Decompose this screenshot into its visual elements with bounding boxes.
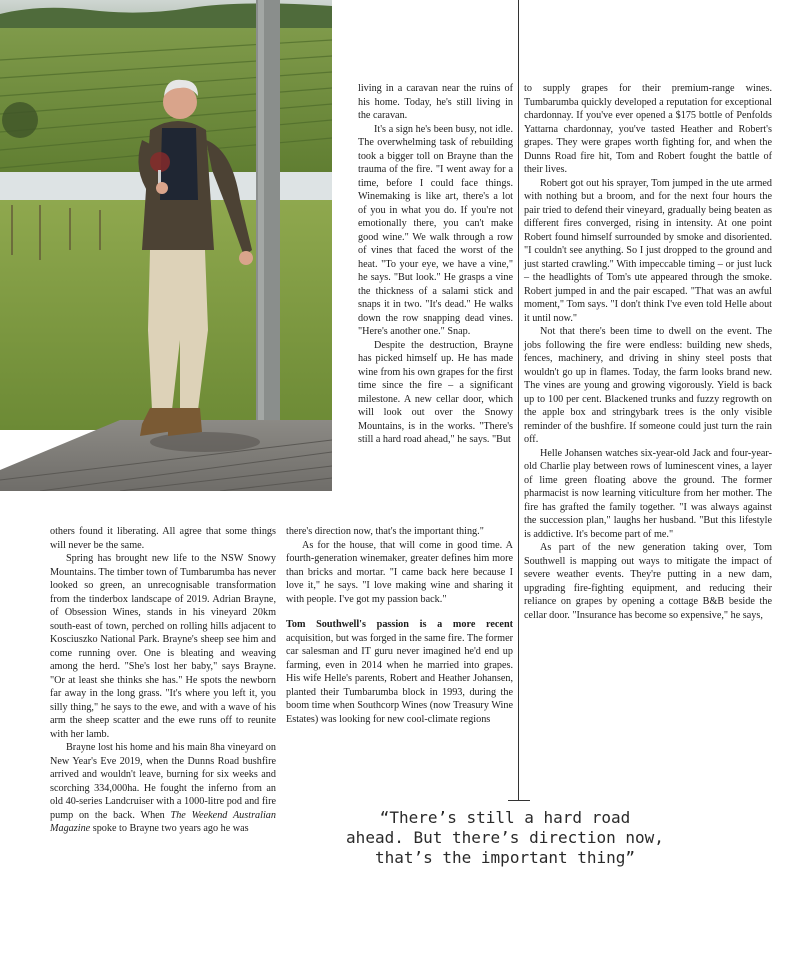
article-column-3: [524, 82, 772, 622]
paragraph: Robert got out his sprayer, Tom jumped in the ute armed with nothing but a broom, and for the next four hours the pair tried to defend their vineyard, gradually being beaten as different fires converged, rising in intensity. At one point Robert found himself surrounded by smoke and disoriented. "I couldn't see anything. So I just dropped to the ground and just started crawling." With impeccable timing – or just luck – the headlights of Tom's ute appeared through the smoke. Robert jumped in and the pair escaped. "That was an awful moment," Tom says. "I don't think I've even told Helle about it until now.": [524, 177, 772, 324]
pullquote-divider: [508, 800, 530, 801]
pull-quote-line: “There’s still a hard road: [379, 808, 631, 827]
article-column-1: [50, 525, 276, 836]
article-column-2-top: [358, 82, 513, 447]
paragraph-text: spoke to Brayne two years ago he was: [90, 823, 249, 834]
paragraph-text: Brayne lost his home and his main 8ha vineyard on New Year's Eve 2019, when the Dunns Road bushfire arrived and wouldn't leave, burning for six weeks and scorching 334,000ha. He fought the inferno from an old 40-series Landcruiser with a 1000-litre pod and fire pump on the back. When: [50, 742, 276, 821]
paragraph: to supply grapes for their premium-range wines. Tumbarumba quickly developed a reputation for exceptional chardonnay. If you've ever opened a $175 bottle of Penfolds Yattarna chardonnay, you've tasted Heather and Robert's grapes. They were grapes worth fighting for, and when the Dunns Road fire hit, Tom and Robert fought the battle of their lives.: [524, 83, 772, 175]
paragraph: there's direction now, that's the important thing.": [286, 526, 484, 537]
paragraph: living in a caravan near the ruins of his home. Today, he's still living in the caravan.: [358, 83, 513, 121]
paragraph: It's a sign he's been busy, not idle. The overwhelming task of rebuilding took a bigger toll on Brayne than the trauma of the fire. "I went away for a time, before I could face things. Winemaking is like art, there's a lot of you in what you do. If you're not emotionally there, you can't make good wine." We walk through a row of vines that faced the worst of the heat. "To your eye, we have a vine," he says. "But look." He grasps a vine the thickness of a salami stick and snaps it in two. "It's dead." He walks down the row snapping dead vines. "Here's another one." Snap.: [358, 123, 513, 337]
pull-quote-line: that’s the important thing”: [374, 848, 636, 867]
section-lead-paragraph: [286, 618, 513, 726]
article-column-2-bottom: [286, 525, 513, 726]
paragraph: Spring has brought new life to the NSW Snowy Mountains. The timber town of Tumbarumba has never looked so green, an unrecognisable transformation from the tinderbox landscape of 2019. Adrian Brayne, of Obsession Wines, stands in his vineyard 20km south-east of town, perched on rolling hills adjacent to Kosciuszko National Park. Brayne's sheep see him and come running over. One is bleating and weaving among the herd. "She's lost her baby," says Brayne. "Or at least she thinks she has." He spots the newborn far away in the long grass. "It's where you left it, you silly thing," he says to the ewe, and with a wave of his arm the sheep scatter and the ewe runs off to reunite with her lamb.: [50, 553, 276, 740]
paragraph: As for the house, that will come in good time. A fourth-generation winemaker, greater defines him more than bricks and mortar. "I came back here because I love it," he says. "I love making wine and sharing it with people. I've got my passion back.": [286, 539, 513, 605]
paragraph: others found it liberating. All agree that some things will never be the same.: [50, 526, 276, 551]
section-lead-in: Tom Southwell's passion is a more recent: [286, 619, 513, 630]
paragraph: Not that there's been time to dwell on the event. The jobs following the fire were endless: building new sheds, fences, machinery, and driving in shiny steel posts that wouldn't go up in flames. Today, the farm looks brand new. The vines are young and growing vigorously. Yield is back up to 100 per cent. Blackened trunks and fuzzy regrowth on the apple box and stringybark trees is the only visible reminder of the bushfire. If someone could just turn the rain off.: [524, 326, 772, 445]
vineyard-portrait-photo: [0, 0, 332, 491]
paragraph: As part of the new generation taking over, Tom Southwell is mapping out ways to mitigate the impact of severe weather events. They're putting in a new dam, upgrading fire-fighting equipment, and reducing their reliance on grapes by opening a cottage B&B beside the cellar door. "Insurance has become so expensive," he says,: [524, 542, 772, 621]
column-divider: [518, 0, 519, 800]
publication-name: The Weekend Australian Magazine: [50, 809, 276, 834]
pull-quote: [330, 808, 680, 868]
paragraph: [50, 741, 276, 836]
paragraph-text: acquisition, but was forged in the same fire. The former car salesman and IT guru never imagined he'd end up farming, even in 2014 when he married into grapes. His wife Helle's parents, Robert and Heather Johansen, planted their Tumbarumba block in 1993, during the boom time when Southcorp Wines (now Treasury Wine Estates) was looking for new cool-climate regions: [286, 632, 513, 725]
paragraph: Despite the destruction, Brayne has picked himself up. He has made wine from his own grapes for the first time since the fire – a significant milestone. A new cellar door, which will look out over the Snowy Mountains, is in the works. "There's still a hard road ahead," he says. "But: [358, 339, 513, 445]
pull-quote-line: ahead. But there’s direction now,: [346, 828, 664, 847]
paragraph: Helle Johansen watches six-year-old Jack and four-year-old Charlie play between rows of luminescent vines, a layer of lime green floating above the ground. The former pharmacist is now learning viticulture from her mother. The fire has grafted the family together. "I was always against the succession plan," laughs her husband. "But this lifestyle is addictive. It's become part of me.": [524, 447, 772, 540]
